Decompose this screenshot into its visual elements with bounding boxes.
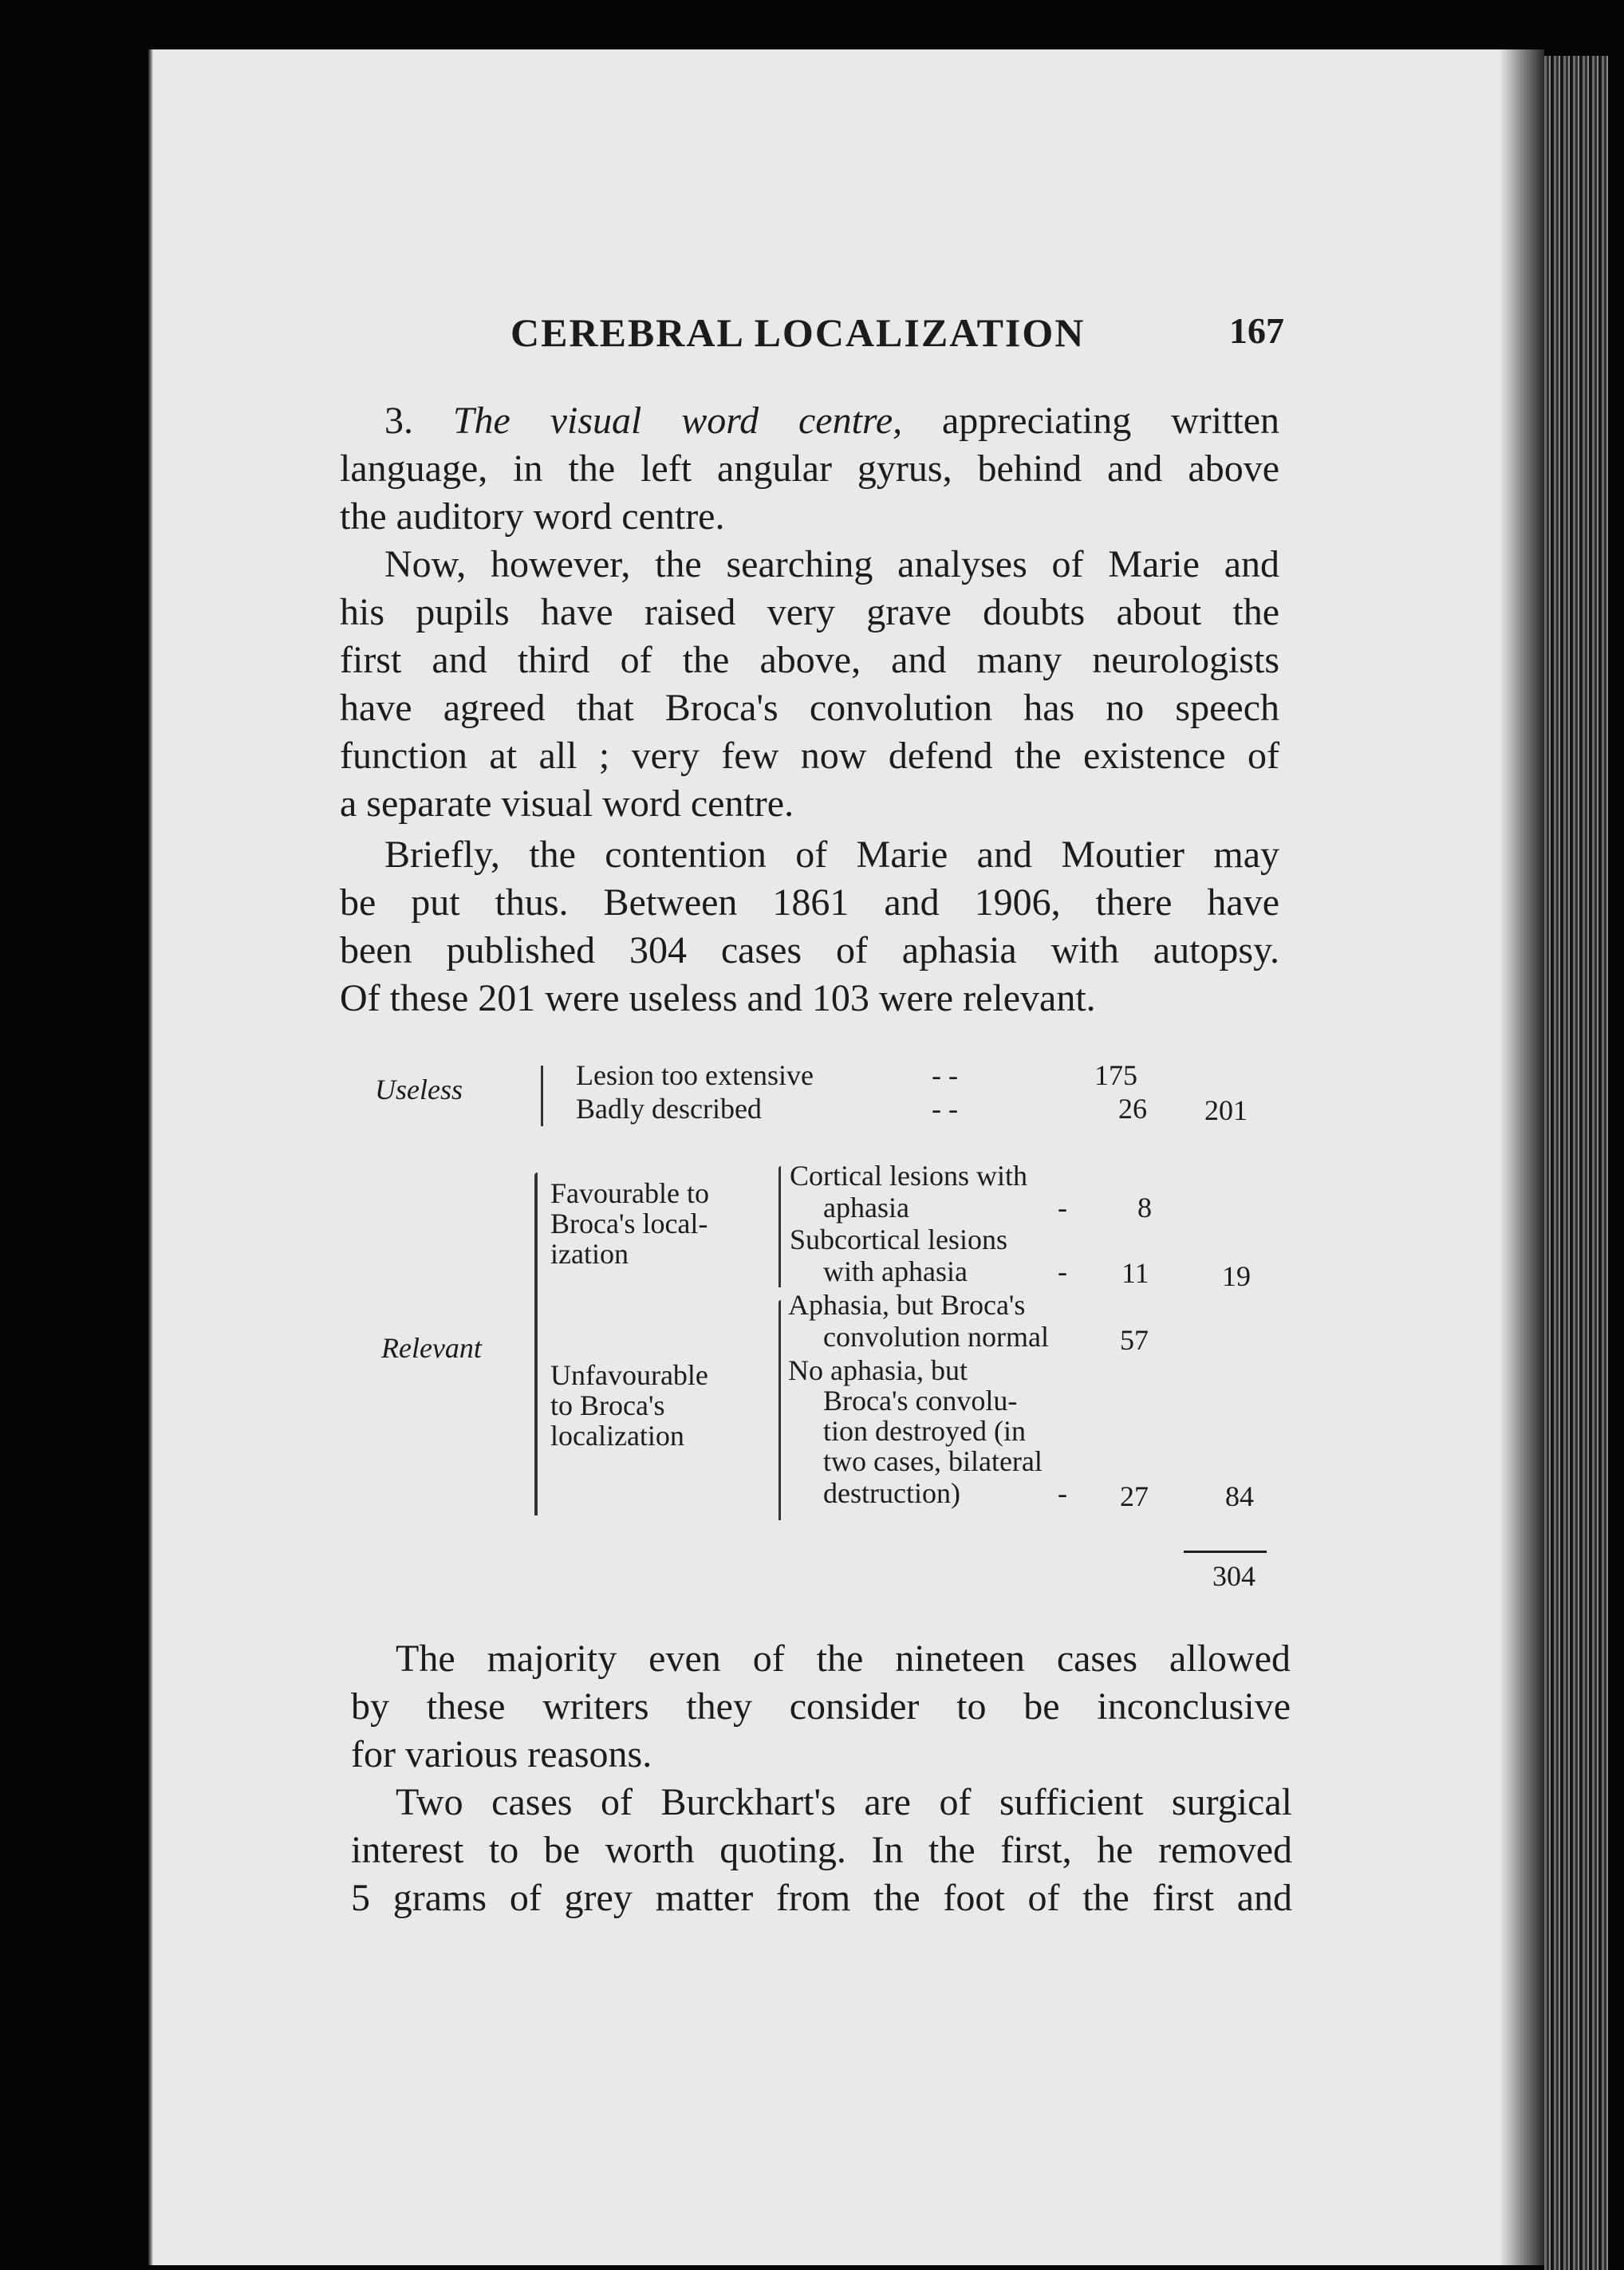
text-line: his pupils have raised very grave doubts about the — [340, 591, 1279, 633]
case-text: Broca's convolu- — [823, 1385, 1018, 1417]
useless-row-value: 26 — [1118, 1093, 1147, 1125]
case-text: No aphasia, but — [788, 1354, 968, 1386]
text-line: a separate visual word centre. — [340, 782, 794, 825]
unfavourable-label: to Broca's — [550, 1389, 665, 1421]
running-head-title: CEREBRAL LOCALIZATION — [510, 310, 1086, 355]
useless-row-dots: - - — [932, 1059, 958, 1091]
relevant-label: Relevant — [381, 1332, 482, 1364]
useless-brace — [541, 1066, 543, 1126]
text-line: interest to be worth quoting. In the first, he removed — [351, 1829, 1292, 1871]
case-dots: - — [1058, 1192, 1067, 1224]
text-line: Two cases of Burckhart's are of sufficient surgical — [396, 1781, 1292, 1823]
text-line: Briefly, the contention of Marie and Moutier may — [384, 834, 1279, 876]
text-line: The majority even of the nineteen cases allowed — [396, 1637, 1291, 1680]
italic-term: The visual word centre, — [452, 400, 903, 442]
text-line: the auditory word centre. — [340, 495, 725, 538]
total-rule — [1184, 1551, 1267, 1553]
favourable-label: Favourable to — [550, 1177, 709, 1209]
case-text: Subcortical lesions — [790, 1224, 1007, 1255]
page-gutter-shadow — [1500, 49, 1544, 2265]
paragraph-marie-analyses — [340, 541, 1279, 828]
case-text: with aphasia — [823, 1255, 968, 1287]
text-line: been published 304 cases of aphasia with autopsy. — [340, 929, 1279, 971]
useless-row-value: 175 — [1094, 1059, 1137, 1091]
useless-label: Useless — [375, 1074, 463, 1105]
text-line: language, in the left angular gyrus, behind and above — [340, 447, 1279, 490]
page-number: 167 — [1229, 310, 1284, 351]
case-text: Cortical lesions with — [790, 1160, 1027, 1192]
useless-row-dots: - - — [932, 1093, 958, 1125]
unfavourable-brace — [778, 1300, 781, 1520]
case-text: destruction) — [823, 1477, 960, 1509]
useless-row-text: Badly described — [576, 1093, 762, 1125]
case-text: two cases, bilateral — [823, 1445, 1043, 1477]
text-line: Now, however, the searching analyses of Marie and — [384, 543, 1279, 585]
grand-total: 304 — [1212, 1560, 1255, 1592]
item-number: 3. — [384, 400, 413, 442]
case-text: tion destroyed (in — [823, 1415, 1026, 1447]
favourable-label: ization — [550, 1238, 629, 1270]
case-text: Aphasia, but Broca's — [788, 1289, 1026, 1321]
unfavourable-total: 84 — [1225, 1480, 1254, 1512]
text-line: 5 grams of grey matter from the foot of the first and — [351, 1877, 1292, 1919]
case-value: 27 — [1120, 1480, 1149, 1512]
case-text: convolution normal — [823, 1321, 1049, 1353]
paragraph-burckhart — [351, 1779, 1292, 1922]
case-value: 8 — [1137, 1192, 1152, 1224]
case-dots: - — [1058, 1477, 1067, 1509]
useless-total: 201 — [1204, 1094, 1248, 1126]
text-line: appreciating written — [942, 400, 1280, 442]
useless-row-text: Lesion too extensive — [576, 1059, 814, 1091]
favourable-total: 19 — [1222, 1260, 1251, 1292]
running-head — [510, 309, 1284, 365]
text-line: first and third of the above, and many neurologists — [340, 639, 1279, 681]
favourable-brace — [778, 1166, 781, 1287]
text-line: function at all ; very few now defend the existence of — [340, 735, 1279, 777]
unfavourable-label: localization — [550, 1420, 684, 1452]
case-value: 11 — [1121, 1257, 1149, 1289]
page-edges — [1544, 56, 1608, 2270]
unfavourable-label: Unfavourable — [550, 1359, 708, 1391]
case-value: 57 — [1120, 1324, 1149, 1356]
text-line: for various reasons. — [351, 1733, 652, 1775]
text-line: have agreed that Broca's convolution has no speech — [340, 687, 1279, 729]
text-line: Of these 201 were useless and 103 were relevant. — [340, 977, 1096, 1019]
paragraph-contention — [340, 831, 1279, 1023]
paragraph-majority — [351, 1635, 1291, 1779]
favourable-label: Broca's local- — [550, 1208, 708, 1239]
binding-edge — [148, 49, 153, 2265]
case-dots: - — [1058, 1255, 1067, 1287]
case-text: aphasia — [823, 1192, 909, 1224]
text-line: by these writers they consider to be inconclusive — [351, 1685, 1291, 1728]
text-line: be put thus. Between 1861 and 1906, there have — [340, 881, 1279, 924]
book-page — [148, 49, 1536, 2265]
relevant-brace — [534, 1172, 538, 1515]
paragraph-visual-word-centre — [340, 397, 1279, 541]
